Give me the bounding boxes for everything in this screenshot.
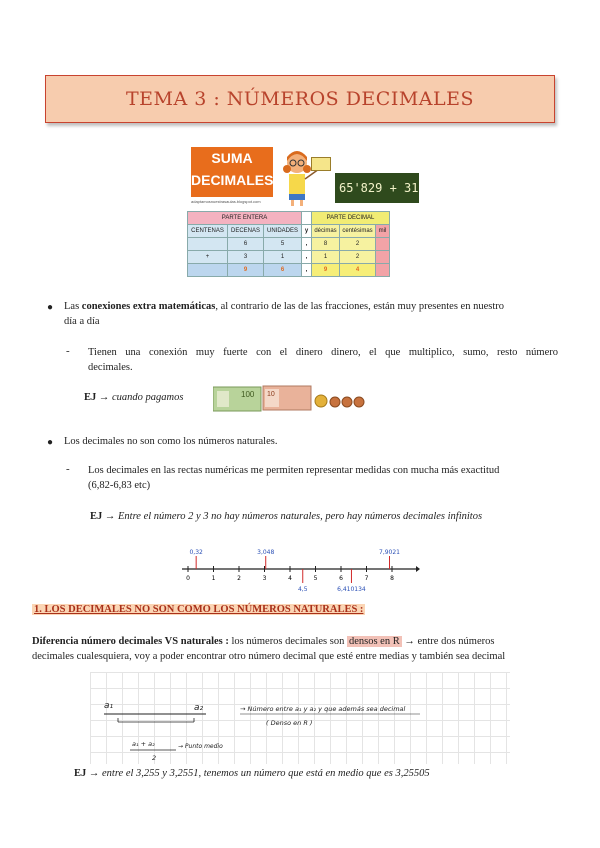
tick-label: 1 — [211, 575, 216, 582]
marker-label-below: 4,5 — [297, 586, 308, 593]
note-a1: a₁ — [104, 701, 114, 711]
example-1 — [84, 390, 183, 405]
table-cell: 1 — [264, 251, 302, 264]
bullet-1-pre: Las — [64, 301, 82, 312]
table-cell — [188, 238, 228, 251]
table-group-header: PARTE DECIMAL — [312, 212, 390, 225]
title-box — [45, 75, 555, 123]
table-cell — [376, 264, 390, 277]
table-col-header: CENTENAS — [188, 225, 228, 238]
marker-label-below: 6,410134 — [337, 586, 366, 593]
difference-line2: decimales cualesquiera, voy a poder encontrar otro número decimal que esté entre medias y también sea decimal — [32, 651, 506, 662]
decimal-sum-table — [187, 211, 390, 277]
illustration-credit: adaptamosnuestrasaulas.blogspot.com — [191, 199, 261, 204]
illustration-label — [191, 147, 273, 197]
marker-label-above: 7,9021 — [379, 549, 401, 556]
bill-10-value: 10 — [267, 391, 275, 398]
table-cell: , — [302, 238, 312, 251]
illustration-label-line1: SUMA — [211, 150, 253, 166]
table-cell: 5 — [264, 238, 302, 251]
table-cell: 9 — [228, 264, 264, 277]
table-cell — [376, 238, 390, 251]
table-cell: 4 — [340, 264, 376, 277]
example-2-text: → Entre el número 2 y 3 no hay números naturales, pero hay números decimales infinitos — [104, 511, 483, 522]
example-3 — [74, 766, 574, 781]
dash-marker: - — [66, 463, 70, 475]
table-col-header: mil — [376, 225, 390, 238]
bullet-1-bold: conexiones extra matemáticas — [81, 301, 216, 312]
tick-label: 7 — [364, 575, 369, 582]
table-cell: 3 — [228, 251, 264, 264]
teacher-girl-icon — [279, 147, 323, 207]
money-image — [213, 384, 373, 412]
notes-drawing — [90, 672, 510, 764]
table-col-header: y — [302, 225, 312, 238]
arrow-right-icon — [416, 566, 420, 572]
table-cell: 9 — [312, 264, 340, 277]
sub-2-line1: Los decimales en las rectas numéricas me permiten representar medidas con mucha más exactitud — [88, 465, 500, 476]
table-cell: 6 — [264, 264, 302, 277]
sub-1-line1: Tienen una conexión muy fuerte con el dinero dinero, el que multiplico, sumo, resto número — [88, 347, 558, 358]
table-col-header: décimas — [312, 225, 340, 238]
page-title: TEMA 3 : NÚMEROS DECIMALES — [125, 88, 475, 110]
table-comma-cell — [302, 212, 312, 225]
table-cell: 2 — [340, 251, 376, 264]
difference-bold: Diferencia número decimales VS naturales : — [32, 636, 229, 647]
bullet-2-text: Los decimales no son como los números naturales. — [64, 436, 278, 447]
note-a2: a₂ — [194, 703, 204, 713]
tick-label: 2 — [237, 575, 241, 582]
marks-group — [189, 549, 400, 593]
table-cell: , — [302, 251, 312, 264]
table-cell: , — [302, 264, 312, 277]
tick-label: 0 — [186, 575, 190, 582]
sign-board — [311, 157, 331, 171]
table-cell — [376, 251, 390, 264]
example-2-label: EJ — [90, 511, 103, 522]
tick-label: 6 — [339, 575, 343, 582]
example-1-label: EJ — [84, 392, 97, 403]
table-cell: + — [188, 251, 228, 264]
handwritten-notes — [90, 672, 510, 764]
bullet-1-line2: día a día — [64, 316, 100, 327]
bullet-dot: ● — [47, 437, 54, 448]
example-3-label: EJ — [74, 768, 87, 779]
table-cell: 1 — [312, 251, 340, 264]
formula-numerator: a₁ + a₂ — [132, 740, 155, 748]
bill-100-value: 100 — [241, 390, 255, 399]
table-cell: 8 — [312, 238, 340, 251]
table-group-header: PARTE ENTERA — [188, 212, 302, 225]
example-1-text: → cuando pagamos — [98, 392, 184, 403]
bullet-1-text — [64, 299, 564, 314]
chalkboard: 65'829 + 31 — [335, 173, 419, 203]
marker-label-above: 3,048 — [257, 549, 275, 556]
example-2 — [90, 509, 560, 524]
difference-pre: los números decimales son — [228, 636, 347, 647]
dash-marker: - — [66, 345, 70, 357]
tick-label: 3 — [262, 575, 267, 582]
table-col-header: centésimas — [340, 225, 376, 238]
formula-denominator: 2 — [152, 754, 157, 762]
difference-text — [32, 634, 562, 649]
note-dense: ( Denso en R ) — [266, 719, 313, 727]
sub-2-line2: (6,82-6,83 etc) — [88, 480, 151, 491]
section-heading: 1. LOS DECIMALES NO SON COMO LOS NÚMEROS NATURALES : — [34, 604, 364, 615]
tick-label: 8 — [390, 575, 394, 582]
highlight-densos: densos en R — [348, 636, 400, 647]
tick-label: 5 — [313, 575, 318, 582]
table-cell: 6 — [228, 238, 264, 251]
marker-label-above: 0,32 — [189, 549, 203, 556]
bullet-dot: ● — [47, 302, 54, 313]
bullet-1-post: , al contrario de las de las fracciones, están muy presentes en nuestro — [215, 301, 504, 312]
illustration-label-line2: DECIMALES — [191, 172, 274, 188]
table-col-header: UNIDADES — [264, 225, 302, 238]
table-cell — [188, 264, 228, 277]
number-line — [180, 545, 420, 600]
formula-result: → Punto medio — [178, 743, 223, 750]
difference-post: → entre dos números — [401, 636, 495, 647]
tick-label: 4 — [288, 575, 292, 582]
table-col-header: DECENAS — [228, 225, 264, 238]
example-3-text: → entre el 3,255 y 3,2551, tenemos un número que está en medio que es 3,25505 — [88, 768, 430, 779]
sub-1-line2: decimales. — [88, 362, 133, 373]
table-cell: 2 — [340, 238, 376, 251]
suma-decimales-illustration — [185, 143, 419, 285]
note-arrow-text: → Número entre a₁ y a₂ y que además sea decimal — [240, 705, 406, 713]
